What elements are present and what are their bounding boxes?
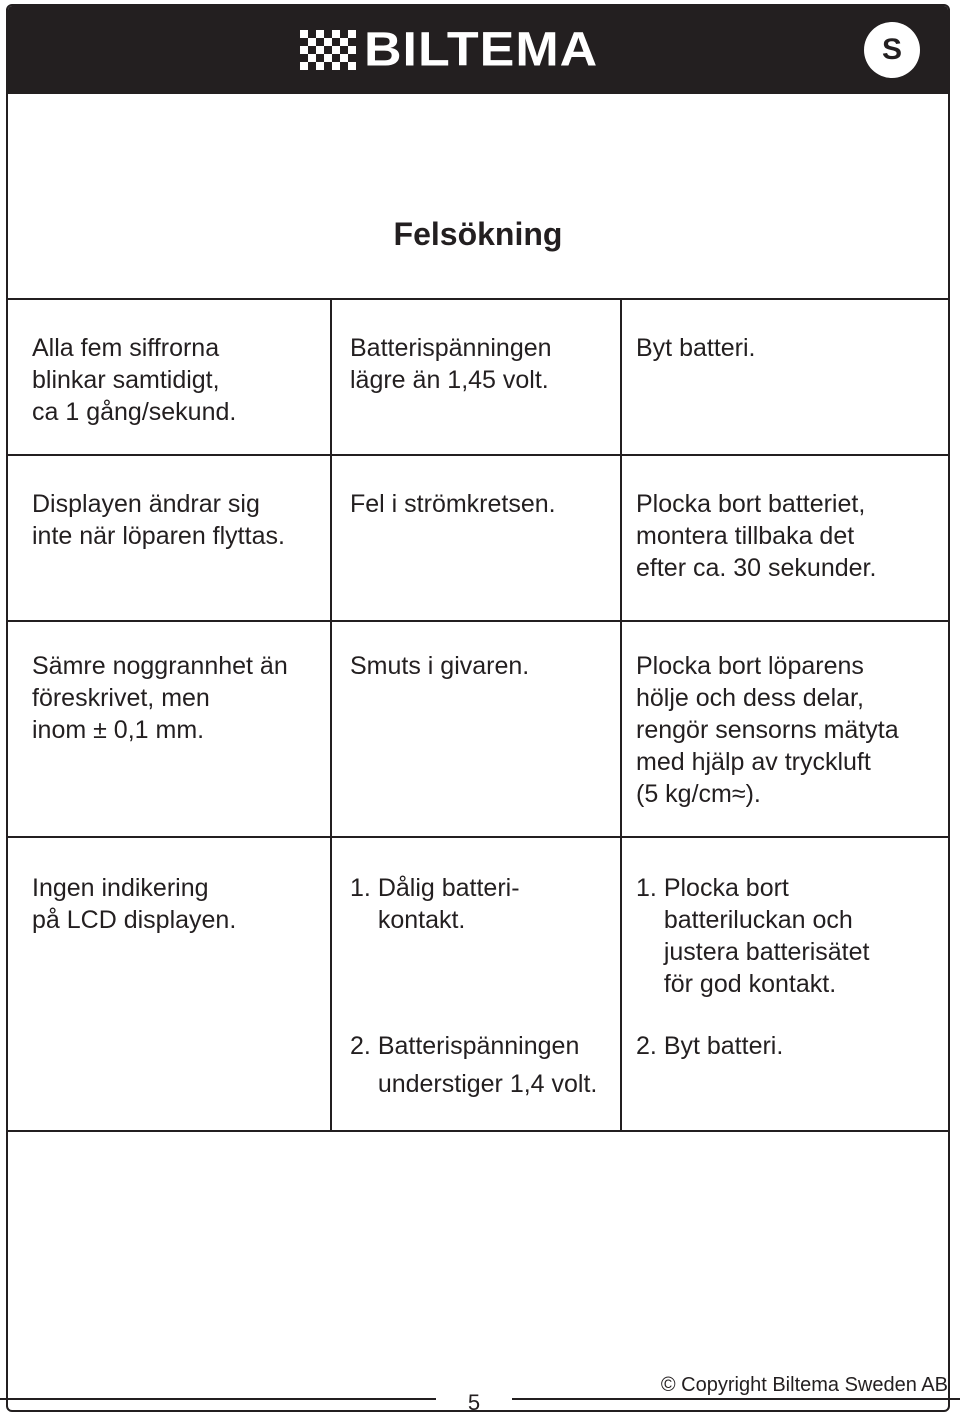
remedy-cell: Byt batteri.: [620, 300, 948, 454]
table-row: [8, 836, 948, 1132]
cause-item: [350, 872, 620, 936]
remedy-cell: [620, 838, 948, 1130]
cause-cell: Smuts i givaren.: [330, 622, 620, 836]
remedy-item: [636, 1030, 948, 1062]
item-number: 2.: [636, 1032, 657, 1060]
item-text: Batterispänningen understiger 1,4 volt.: [377, 1032, 598, 1098]
symptom-cell: Ingen indikering på LCD displayen.: [32, 874, 237, 934]
cause-cell: Batterispänningen lägre än 1,45 volt.: [330, 300, 620, 454]
cause-cell: Fel i strömkretsen.: [330, 456, 620, 620]
footer-rule-right: [512, 1398, 960, 1400]
remedy-item: [636, 872, 948, 1000]
brand-name: BILTEMA: [364, 23, 599, 77]
copyright-notice: © Copyright Biltema Sweden AB: [660, 1374, 948, 1396]
language-badge: S: [864, 22, 920, 78]
checkered-flag-icon: [300, 30, 356, 70]
page-frame: [6, 4, 950, 1412]
page-number: 5: [467, 1390, 481, 1415]
cause-item: [350, 1030, 620, 1103]
item-text: Byt batteri.: [663, 1032, 784, 1060]
table-row: [8, 454, 948, 620]
cause-cell: [330, 838, 620, 1130]
item-text: Plocka bort batteriluckan och justera batterisätet för god kontakt.: [663, 874, 870, 998]
item-number: 1.: [350, 874, 371, 902]
brand-logo: [300, 23, 599, 77]
troubleshooting-table: [8, 298, 948, 1132]
table-row: [8, 620, 948, 836]
table-row: [8, 298, 948, 454]
remedy-cell: Plocka bort batteriet, montera tillbaka det efter ca. 30 sekunder.: [620, 456, 948, 620]
footer-rule-left: [0, 1398, 436, 1400]
item-text: Dålig batteri- kontakt.: [377, 874, 520, 934]
remedy-cell: Plocka bort löparens hölje och dess delar, rengör sensorns mätyta med hjälp av tryckluft (5 kg/cm≈).: [620, 622, 948, 836]
header-bar: [8, 6, 948, 94]
symptom-cell: Displayen ändrar sig inte när löparen flyttas.: [32, 490, 285, 550]
symptom-cell: Sämre noggrannhet än föreskrivet, men inom ± 0,1 mm.: [32, 652, 288, 744]
item-number: 1.: [636, 874, 657, 902]
symptom-cell: Alla fem siffrorna blinkar samtidigt, ca 1 gång/sekund.: [32, 334, 237, 426]
page-title: Felsökning: [393, 216, 563, 252]
item-number: 2.: [350, 1032, 371, 1060]
